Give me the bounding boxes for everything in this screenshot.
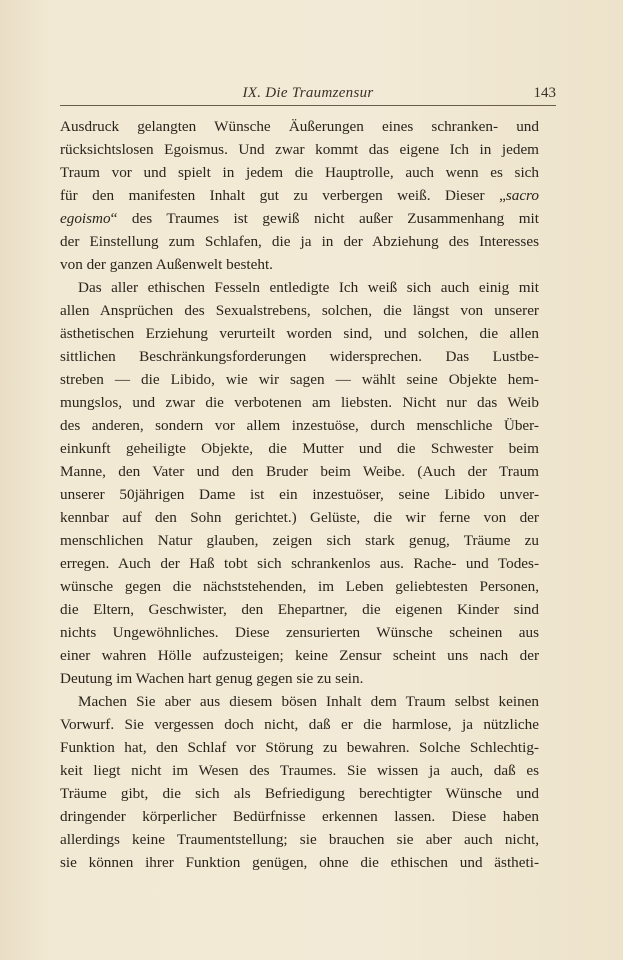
- text-line: sittlichen Beschränkungsforderungen widersprechen. Das Lustbe-: [60, 348, 539, 365]
- text-line: allerdings keine Traumentstellung; sie brauchen sie aber auch nicht,: [60, 831, 539, 848]
- text-line: die Eltern, Geschwister, den Ehepartner, die eigenen Kinder sind: [60, 601, 539, 618]
- text-line: Funktion hat, den Schlaf vor Störung zu bewahren. Solche Schlechtig-: [60, 739, 539, 756]
- text-line: keit liegt nicht im Wesen des Traumes. Sie wissen ja auch, daß es: [60, 762, 539, 779]
- text-line: Vorwurf. Sie vergessen doch nicht, daß er die harmlose, ja nützliche: [60, 716, 539, 733]
- text-line: erregen. Auch der Haß tobt sich schrankenlos aus. Rache- und Todes-: [60, 555, 539, 572]
- page-number: 143: [533, 85, 556, 101]
- text-line: mungslos, und zwar die verbotenen am liebsten. Nicht nur das Weib: [60, 394, 539, 411]
- text-line: unserer 50jährigen Dame ist ein inzestuöser, seine Libido unver-: [60, 486, 539, 503]
- text-line: Träume gibt, die sich als Befriedigung berechtigter Wünsche und: [60, 785, 539, 802]
- text-line: Ausdruck gelangten Wünsche Äußerungen eines schranken- und: [60, 118, 539, 135]
- text-line: von der ganzen Außenwelt besteht.: [60, 256, 273, 273]
- text-line: ästhetischen Erziehung verurteilt worden sind, und solchen, die allen: [60, 325, 539, 342]
- running-title: IX. Die Traumzensur: [242, 85, 374, 101]
- text-line: Manne, den Vater und den Bruder beim Weibe. (Auch der Traum: [60, 463, 539, 480]
- text-line: für den manifesten Inhalt gut zu verbergen weiß. Dieser „sacro: [60, 187, 539, 204]
- header-rule: [60, 105, 556, 106]
- paragraph-2: [60, 276, 539, 690]
- text-line: Das aller ethischen Fesseln entledigte Ich weiß sich auch einig mit: [78, 279, 539, 296]
- text-line: Traum vor und spielt in jedem die Hauptrolle, auch wenn es sich: [60, 164, 539, 181]
- text-line: egoismo“ des Traumes ist gewiß nicht außer Zusammenhang mit: [60, 210, 539, 227]
- body-text: [60, 115, 539, 874]
- text-line: streben — die Libido, wie wir sagen — wählt seine Objekte hem-: [60, 371, 539, 388]
- text-line: nichts Ungewöhnliches. Diese zensurierten Wünsche scheinen aus: [60, 624, 539, 641]
- page-header: [60, 83, 556, 105]
- text-line: einer wahren Hölle aufzusteigen; keine Zensur scheint uns nach der: [60, 647, 539, 664]
- text-line: dringender körperlicher Bedürfnisse erkennen lassen. Diese haben: [60, 808, 539, 825]
- text-line: sie können ihrer Funktion genügen, ohne die ethischen und ästheti-: [60, 854, 539, 871]
- text-line: des anderen, sondern vor allem inzestuöse, durch menschliche Über-: [60, 417, 539, 434]
- paragraph-3: [60, 690, 539, 874]
- text-line: Machen Sie aber aus diesem bösen Inhalt dem Traum selbst keinen: [78, 693, 539, 710]
- paragraph-1: [60, 115, 539, 276]
- text-line: kennbar auf den Sohn gerichtet.) Gelüste, die wir ferne von der: [60, 509, 539, 526]
- text-line: Deutung im Wachen hart genug gegen sie zu sein.: [60, 670, 364, 687]
- text-line: menschlichen Natur glauben, zeigen sich stark genug, Träume zu: [60, 532, 539, 549]
- text-line: rücksichtslosen Egoismus. Und zwar kommt das eigene Ich in jedem: [60, 141, 539, 158]
- text-line: allen Ansprüchen des Sexualstrebens, solchen, die längst von unserer: [60, 302, 539, 319]
- text-line: der Einstellung zum Schlafen, die ja in der Abziehung des Interesses: [60, 233, 539, 250]
- text-line: einkunft geheiligte Objekte, die Mutter und die Schwester beim: [60, 440, 539, 457]
- text-line: wünsche gegen die nächststehenden, im Leben geliebtesten Personen,: [60, 578, 539, 595]
